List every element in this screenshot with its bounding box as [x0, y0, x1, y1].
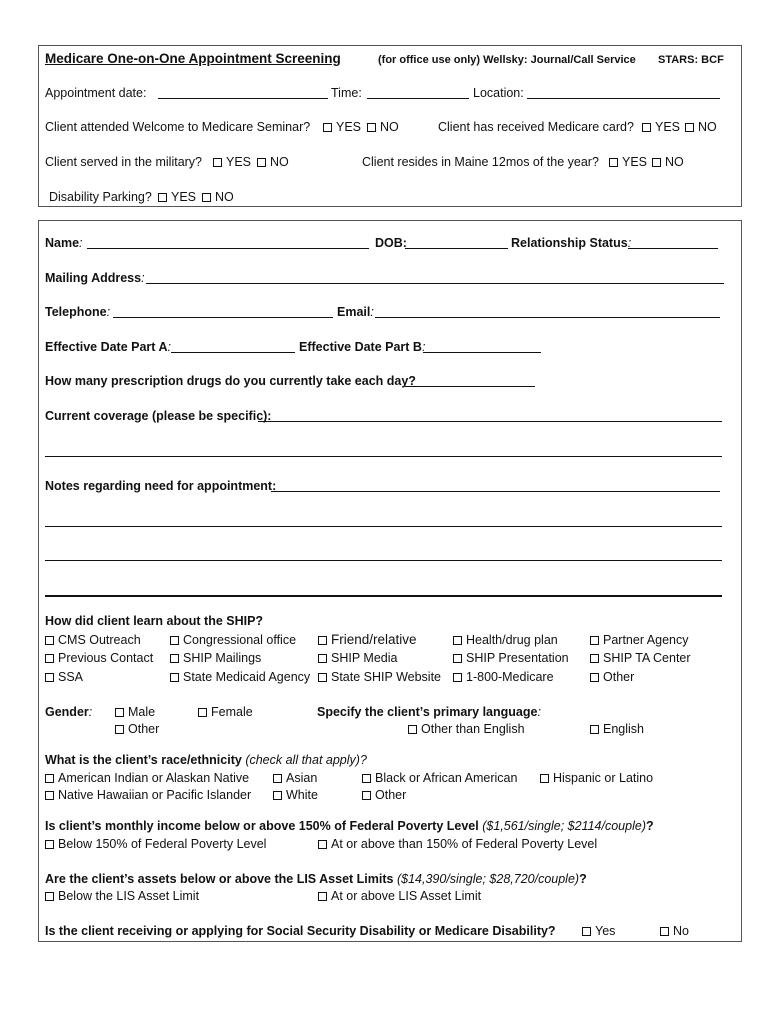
- stars-label: STARS: BCF: [658, 54, 724, 66]
- card-yes[interactable]: YES: [642, 119, 680, 135]
- coverage-field-line-2[interactable]: [45, 456, 722, 457]
- relationship-label: Relationship Status:: [511, 236, 632, 250]
- race-option[interactable]: Hispanic or Latino: [540, 770, 653, 786]
- checkbox[interactable]: [582, 927, 591, 936]
- notes-field-line-4[interactable]: [45, 595, 722, 597]
- checkbox[interactable]: [590, 636, 599, 645]
- checkbox[interactable]: [540, 774, 549, 783]
- mailing-address-field[interactable]: [146, 283, 724, 284]
- checkbox[interactable]: [45, 654, 54, 663]
- assets-above[interactable]: At or above LIS Asset Limit: [318, 888, 481, 904]
- appointment-date-label: Appointment date:: [45, 86, 147, 100]
- telephone-label: Telephone:: [45, 305, 111, 319]
- disability-no[interactable]: No: [660, 923, 689, 939]
- ship-option[interactable]: Other: [590, 669, 634, 685]
- race-option[interactable]: Asian: [273, 770, 317, 786]
- checkbox[interactable]: [453, 673, 462, 682]
- time-label: Time:: [331, 86, 362, 100]
- checkbox[interactable]: [115, 725, 124, 734]
- ship-option[interactable]: SHIP Presentation: [453, 650, 569, 666]
- income-question: Is client’s monthly income below or above 150% of Federal Poverty Level ($1,561/single; $2114/couple)?: [45, 819, 654, 833]
- parking-no[interactable]: NO: [202, 189, 234, 205]
- ship-option[interactable]: State Medicaid Agency: [170, 669, 310, 685]
- checkbox[interactable]: [362, 774, 371, 783]
- part-b-label: Effective Date Part B:: [299, 340, 426, 354]
- checkbox[interactable]: [170, 673, 179, 682]
- disability-yes[interactable]: Yes: [582, 923, 615, 939]
- part-a-label: Effective Date Part A:: [45, 340, 171, 354]
- checkbox[interactable]: [45, 840, 54, 849]
- checkbox[interactable]: [323, 123, 332, 132]
- race-option[interactable]: American Indian or Alaskan Native: [45, 770, 249, 786]
- ship-option[interactable]: CMS Outreach: [45, 632, 141, 648]
- race-option[interactable]: Black or African American: [362, 770, 517, 786]
- checkbox[interactable]: [257, 158, 266, 167]
- notes-field-line-3[interactable]: [45, 560, 722, 561]
- seminar-yes[interactable]: YES: [323, 119, 361, 135]
- checkbox[interactable]: [213, 158, 222, 167]
- maine-yes[interactable]: YES: [609, 154, 647, 170]
- language-other[interactable]: Other than English: [408, 721, 525, 737]
- dob-label: DOB:: [375, 236, 407, 250]
- checkbox[interactable]: [362, 791, 371, 800]
- gender-female[interactable]: Female: [198, 704, 253, 720]
- ship-option[interactable]: Congressional office: [170, 632, 296, 648]
- checkbox[interactable]: [318, 673, 327, 682]
- ship-question: How did client learn about the SHIP?: [45, 614, 264, 628]
- checkbox[interactable]: [642, 123, 651, 132]
- time-field[interactable]: [367, 98, 469, 99]
- race-option[interactable]: Other: [362, 787, 406, 803]
- dob-field[interactable]: [405, 248, 508, 249]
- income-above[interactable]: At or above than 150% of Federal Poverty Level: [318, 836, 597, 852]
- checkbox[interactable]: [609, 158, 618, 167]
- checkbox[interactable]: [685, 123, 694, 132]
- income-below[interactable]: Below 150% of Federal Poverty Level: [45, 836, 266, 852]
- checkbox[interactable]: [318, 892, 327, 901]
- card-no[interactable]: NO: [685, 119, 717, 135]
- checkbox[interactable]: [590, 725, 599, 734]
- ship-option[interactable]: State SHIP Website: [318, 669, 441, 685]
- checkbox[interactable]: [45, 774, 54, 783]
- parking-yes[interactable]: YES: [158, 189, 196, 205]
- language-english[interactable]: English: [590, 721, 644, 737]
- race-option[interactable]: Native Hawaiian or Pacific Islander: [45, 787, 251, 803]
- checkbox[interactable]: [318, 840, 327, 849]
- checkbox[interactable]: [170, 636, 179, 645]
- checkbox[interactable]: [318, 654, 327, 663]
- checkbox[interactable]: [453, 636, 462, 645]
- checkbox[interactable]: [453, 654, 462, 663]
- gender-male[interactable]: Male: [115, 704, 155, 720]
- checkbox[interactable]: [318, 636, 327, 645]
- checkbox[interactable]: [158, 193, 167, 202]
- notes-field-line-2[interactable]: [45, 526, 722, 527]
- appointment-date-field[interactable]: [158, 98, 328, 99]
- ship-option[interactable]: 1-800-Medicare: [453, 669, 554, 685]
- office-use-label: (for office use only) Wellsky: Journal/Call Service: [378, 54, 636, 66]
- military-no[interactable]: NO: [257, 154, 289, 170]
- form-title: Medicare One-on-One Appointment Screening: [45, 51, 341, 66]
- military-yes[interactable]: YES: [213, 154, 251, 170]
- ship-option[interactable]: SHIP Media: [318, 650, 397, 666]
- checkbox[interactable]: [273, 774, 282, 783]
- location-field[interactable]: [527, 98, 720, 99]
- part-b-field[interactable]: [423, 352, 541, 353]
- checkbox[interactable]: [660, 927, 669, 936]
- maine-no[interactable]: NO: [652, 154, 684, 170]
- parking-question: Disability Parking?: [49, 190, 152, 204]
- checkbox[interactable]: [45, 892, 54, 901]
- checkbox[interactable]: [170, 654, 179, 663]
- part-a-field[interactable]: [171, 352, 295, 353]
- checkbox[interactable]: [45, 673, 54, 682]
- ship-option[interactable]: Friend/relative: [318, 632, 417, 648]
- gender-other[interactable]: Other: [115, 721, 159, 737]
- race-question: What is the client’s race/ethnicity (check all that apply)?: [45, 753, 367, 767]
- checkbox[interactable]: [652, 158, 661, 167]
- seminar-no[interactable]: NO: [367, 119, 399, 135]
- checkbox[interactable]: [115, 708, 124, 717]
- checkbox[interactable]: [367, 123, 376, 132]
- prescription-question: How many prescription drugs do you currently take each day?: [45, 374, 416, 388]
- maine-question: Client resides in Maine 12mos of the year?: [362, 155, 599, 169]
- ship-option[interactable]: SHIP TA Center: [590, 650, 691, 666]
- disability-question: Is the client receiving or applying for Social Security Disability or Medicare Disability?: [45, 924, 556, 938]
- checkbox[interactable]: [590, 673, 599, 682]
- notes-field[interactable]: [271, 491, 720, 492]
- ship-option[interactable]: SSA: [45, 669, 83, 685]
- assets-below[interactable]: Below the LIS Asset Limit: [45, 888, 199, 904]
- race-option[interactable]: White: [273, 787, 318, 803]
- checkbox[interactable]: [590, 654, 599, 663]
- name-field[interactable]: [87, 248, 369, 249]
- checkbox[interactable]: [408, 725, 417, 734]
- name-label: Name:: [45, 236, 83, 250]
- notes-label: Notes regarding need for appointment:: [45, 479, 277, 493]
- prescription-field[interactable]: [405, 386, 535, 387]
- relationship-field[interactable]: [628, 248, 718, 249]
- card-question: Client has received Medicare card?: [438, 120, 634, 134]
- ship-option[interactable]: Partner Agency: [590, 632, 688, 648]
- language-label: Specify the client’s primary language:: [317, 705, 541, 719]
- checkbox[interactable]: [202, 193, 211, 202]
- checkbox[interactable]: [273, 791, 282, 800]
- seminar-question: Client attended Welcome to Medicare Seminar?: [45, 120, 311, 134]
- ship-option[interactable]: Previous Contact: [45, 650, 153, 666]
- email-label: Email:: [337, 305, 374, 319]
- gender-label: Gender:: [45, 705, 93, 719]
- email-field[interactable]: [375, 317, 720, 318]
- assets-question: Are the client’s assets below or above the LIS Asset Limits ($14,390/single; $28,720/couple)?: [45, 872, 587, 886]
- ship-option[interactable]: SHIP Mailings: [170, 650, 261, 666]
- checkbox[interactable]: [45, 636, 54, 645]
- checkbox[interactable]: [198, 708, 207, 717]
- military-question: Client served in the military?: [45, 155, 203, 169]
- location-label: Location:: [473, 86, 524, 100]
- checkbox[interactable]: [45, 791, 54, 800]
- coverage-label: Current coverage (please be specific):: [45, 409, 272, 423]
- ship-option[interactable]: Health/drug plan: [453, 632, 558, 648]
- coverage-field[interactable]: [258, 421, 722, 422]
- telephone-field[interactable]: [113, 317, 333, 318]
- mailing-address-label: Mailing Address:: [45, 271, 145, 285]
